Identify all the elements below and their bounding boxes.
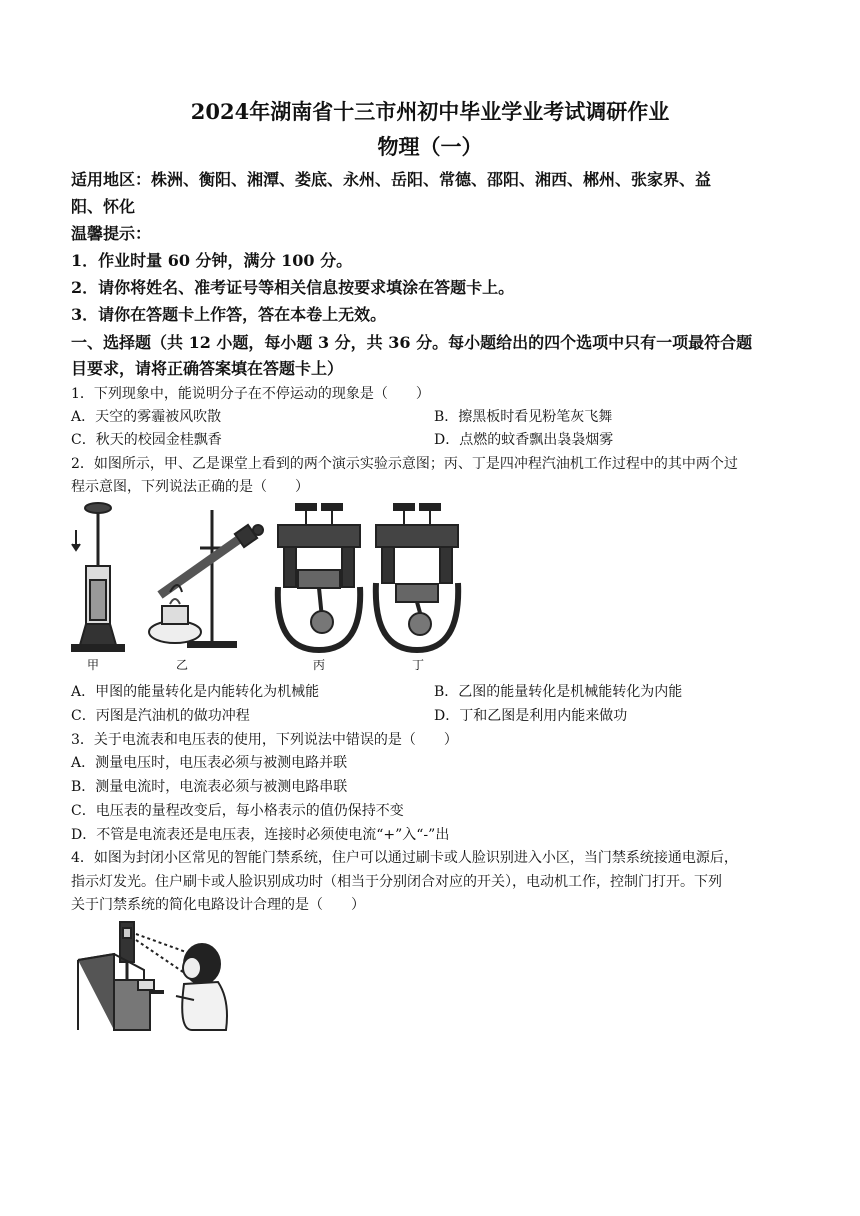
figure-bing-engine-stroke: [278, 504, 360, 650]
figure-ding-engine-stroke: [376, 504, 458, 650]
page-subtitle: 物理（一）: [377, 134, 483, 159]
tip-2: 2．请你将姓名、准考证号等相关信息按要求填涂在答题卡上。: [71, 278, 515, 297]
q1-option-a: A．天空的雾霾被风吹散: [71, 409, 222, 425]
tips-heading: 温馨提示：: [71, 224, 152, 243]
caption-yi: 乙: [176, 658, 189, 672]
q2-option-b: B．乙图的能量转化是机械能转化为内能: [434, 684, 683, 700]
figure-jia-compression-syringe: [72, 503, 124, 651]
tip-1: 1．作业时量 60 分钟，满分 100 分。: [71, 251, 353, 270]
q2-option-c: C．丙图是汽油机的做功冲程: [71, 708, 250, 724]
page-title: 2024年湖南省十三市州初中毕业学业考试调研作业: [190, 99, 670, 124]
q4-figure-access-gate: [74, 920, 234, 1032]
q1-stem: 1．下列现象中，能说明分子在不停运动的现象是（ ）: [71, 386, 430, 402]
q2-stem-line-2: 程示意图，下列说法正确的是（ ）: [71, 479, 309, 495]
section-heading-line-2: 目要求，请将正确答案填在答题卡上）: [71, 359, 344, 378]
caption-ding: 丁: [412, 658, 425, 672]
q1-option-c: C．秋天的校园金桂飘香: [71, 432, 222, 448]
caption-bing: 丙: [313, 658, 326, 672]
caption-jia: 甲: [87, 658, 100, 672]
q3-option-d: D．不管是电流表还是电压表，连接时必须使电流“+”入“-”出: [71, 827, 450, 843]
q3-option-a: A．测量电压时，电压表必须与被测电路并联: [71, 755, 348, 771]
section-heading-line-1: 一、选择题（共 12 小题，每小题 3 分，共 36 分。每小题给出的四个选项中只有一项最符合题: [71, 333, 753, 352]
q1-option-d: D．点燃的蚊香飘出袅袅烟雾: [434, 432, 614, 448]
q4-stem-line-2: 指示灯发光。住户刷卡或人脸识别成功时（相当于分别闭合对应的开关），电动机工作，控制门打开。下列: [71, 874, 722, 890]
q1-option-b: B．擦黑板时看见粉笔灰飞舞: [434, 409, 613, 425]
q3-option-b: B．测量电流时，电流表必须与被测电路串联: [71, 779, 348, 795]
tip-3: 3．请你在答题卡上作答，答在本卷上无效。: [71, 305, 387, 324]
figure-yi-test-tube-burner: [149, 510, 263, 647]
q4-stem-line-3: 关于门禁系统的简化电路设计合理的是（ ）: [71, 897, 365, 913]
region-line-2: 阳、怀化: [71, 197, 136, 216]
q2-option-a: A．甲图的能量转化是内能转化为机械能: [71, 684, 320, 700]
q4-stem-line-1: 4．如图为封闭小区常见的智能门禁系统，住户可以通过刷卡或人脸识别进入小区，当门禁系统接通电源后，: [71, 850, 738, 866]
q3-option-c: C．电压表的量程改变后，每小格表示的值仍保持不变: [71, 803, 404, 819]
q2-figure: [70, 500, 470, 680]
region-line-1: 适用地区：株洲、衡阳、湘潭、娄底、永州、岳阳、常德、邵阳、湘西、郴州、张家界、益: [71, 170, 712, 189]
q2-option-d: D．丁和乙图是利用内能来做功: [434, 708, 628, 724]
q3-stem: 3．关于电流表和电压表的使用，下列说法中错误的是（ ）: [71, 732, 458, 748]
q2-stem-line-1: 2．如图所示，甲、乙是课堂上看到的两个演示实验示意图；丙、丁是四冲程汽油机工作过程中的其中两个过: [71, 456, 738, 472]
